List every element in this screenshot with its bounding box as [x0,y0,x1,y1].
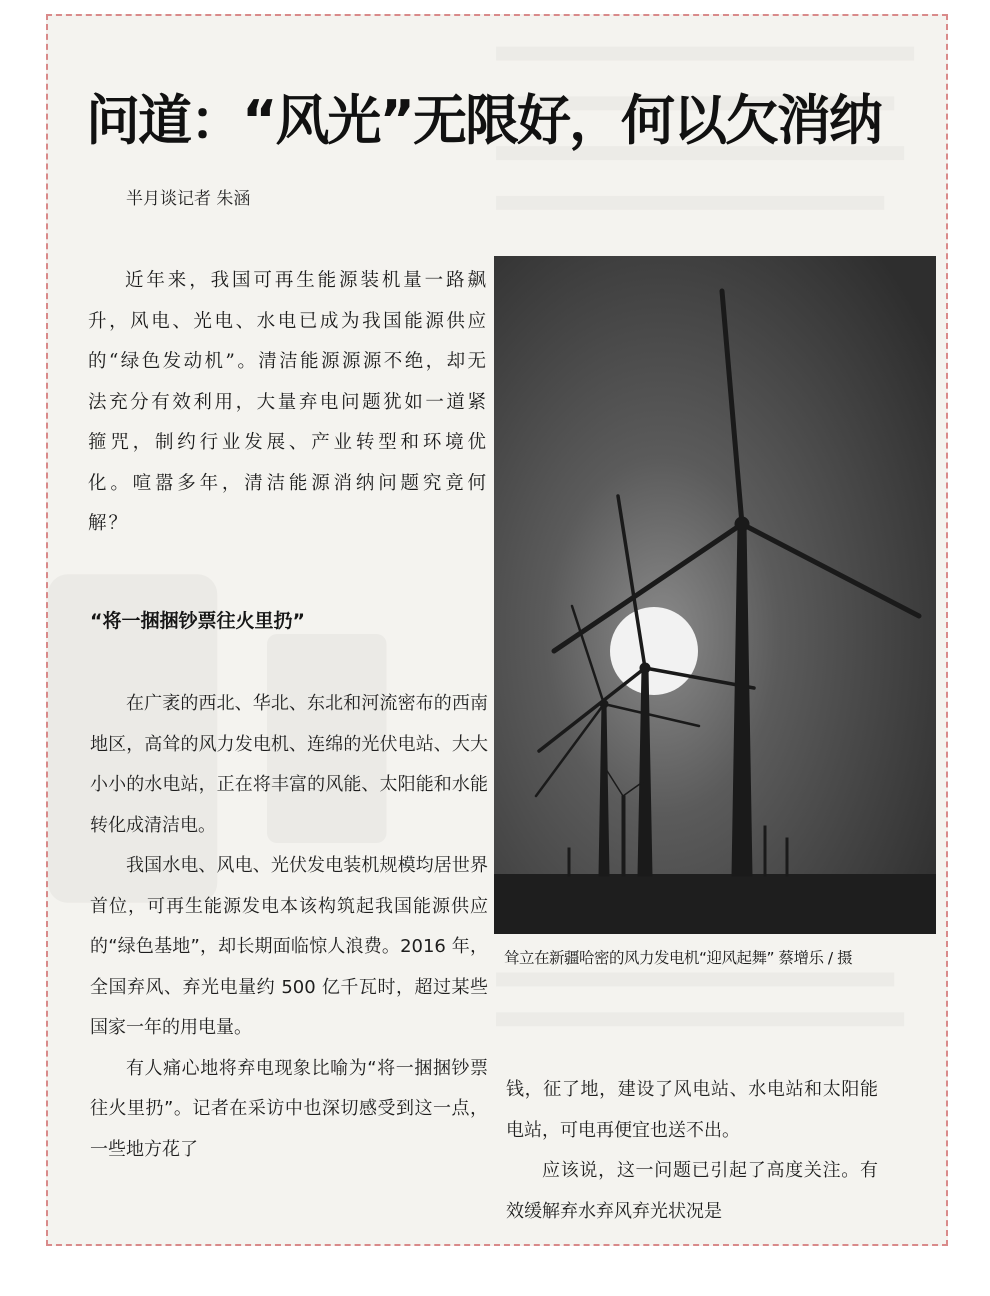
article-title: 问道：“风光”无限好，何以欠消纳 [86,89,881,152]
magazine-page [46,14,948,1246]
photo-caption: 耸立在新疆哈密的风力发电机“迎风起舞” 蔡增乐 / 摄 [504,949,853,967]
body-paragraph: 在广袤的西北、华北、东北和河流密布的西南地区，高耸的风力发电机、连绵的光伏电站、大大小小的水电站，正在将丰富的风能、太阳能和水能转化成清洁电。 [90,693,488,836]
sun [610,607,698,695]
lead-paragraph: 近年来，我国可再生能源装机量一路飙升，风电、光电、水电已成为我国能源供应的“绿色发动机”。清洁能源源源不绝，却无法充分有效利用，大量弃电问题犹如一道紧箍咒，制约行业发展、产业转型和环境优化。喧嚣多年，清洁能源消纳问题究竟何解？ [88,270,488,534]
wind-turbine-photo [494,256,936,934]
body-paragraph: 我国水电、风电、光伏发电装机规模均居世界首位，可再生能源发电本该构筑起我国能源供应的“绿色基地”，却长期面临惊人浪费。2016 年，全国弃风、弃光电量约 500 亿千瓦时，超过某些国家一年的用电量。 [90,855,488,1038]
byline: 半月谈记者 朱涵 [126,189,251,209]
body-paragraph: 钱，征了地，建设了风电站、水电站和太阳能电站，可电再便宜也送不出。 [506,1079,878,1141]
body-column-left [90,684,488,1170]
body-column-right [506,1070,878,1232]
body-paragraph: 有人痛心地将弃电现象比喻为“将一捆捆钞票往火里扔”。记者在采访中也深切感受到这一点，一些地方花了 [90,1057,488,1160]
body-paragraph: 应该说，这一问题已引起了高度关注。有效缓解弃水弃风弃光状况是 [506,1160,878,1222]
section-subhead: “将一捆捆钞票往火里扔” [90,610,305,632]
